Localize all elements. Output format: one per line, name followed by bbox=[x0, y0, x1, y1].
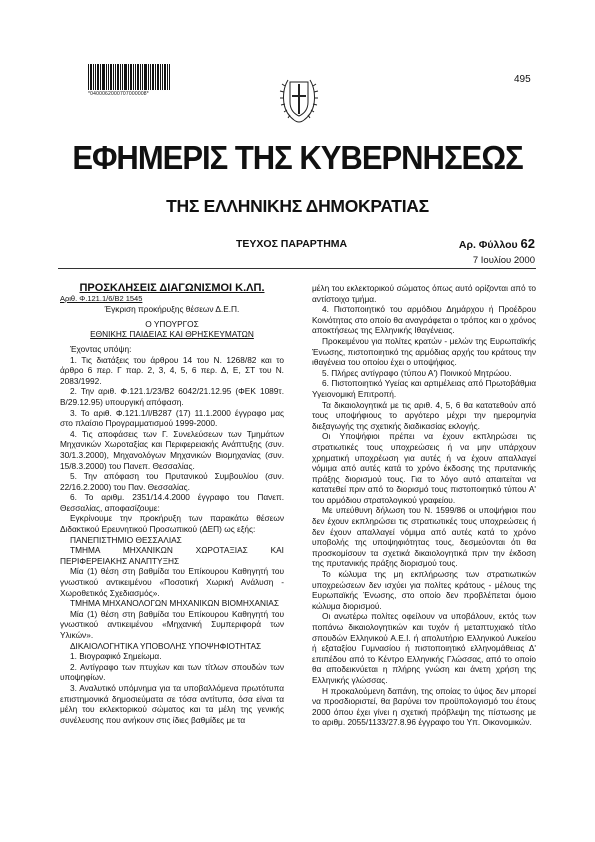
paragraph: Προκειμένου για πολίτες κρατών - μελών της Ευρωπαϊκής Ένωσης, πιστοποιητικό της αρμόδιας αρχής του κράτους την ιθαγένεια του οποίου έχει ο υποψήφιος. bbox=[312, 335, 536, 368]
issue-label: ΤΕΥΧΟΣ ΠΑΡΑΡΤΗΜΑ bbox=[236, 238, 348, 250]
paragraph: 2. Την αριθ. Φ.121.1/23/Β2 6042/21.12.95 (ΦΕΚ 1089τ. Β/29.12.95) υπουργική απόφαση. bbox=[60, 386, 284, 407]
paragraph: 4. Πιστοποιητικό του αρμόδιου Δημάρχου ή Προέδρου Κοινότητας στο οποίο θα αναγράφεται ο τρόπος και ο χρόνος αποκτήσεως της Ελληνικής Ιθαγένειας. bbox=[312, 304, 536, 336]
paragraph: μέλη του εκλεκτορικού σώματος όπως αυτό ορίζονται από το αντίστοιχο τμήμα. bbox=[312, 283, 536, 304]
paragraph: Τα δικαιολογητικά με τις αριθ. 4, 5, 6 θα κατατεθούν από τους υποψήφιους το αργότερο μέχρι την ημερομηνία διεξαγωγής της σχετικής διαδικασίας εκλογής. bbox=[312, 399, 536, 431]
having-line: Έχοντας υπόψη: bbox=[70, 343, 132, 354]
decision-description: Έγκριση προκήρυξης θέσεων Δ.Ε.Π. bbox=[104, 304, 240, 315]
document-item: 3. Αναλυτικό υπόμνημα για τα υποβαλλόμενα πρωτότυπα επιστημονικά δημοσιεύματα σε τόσα αντίτυπα, όσα είναι τα μέλη του εκλεκτορικού σώματος και τα μέλη της γενικής συνέλευσης που ανήκουν στις ίδιες βαθμίδες με τα bbox=[60, 682, 284, 725]
minister-line-2: ΕΘΝΙΚΗΣ ΠΑΙΔΕΙΑΣ ΚΑΙ ΘΡΗΣΚΕΥΜΑΤΩΝ bbox=[90, 329, 254, 340]
sheet-number-value: 62 bbox=[520, 236, 535, 251]
right-column bbox=[312, 283, 536, 728]
paragraph: 3. Το αριθ. Φ.121.1/Ι/Β287 (17) 11.1.2000 έγγραφο μας στο πλαίσιο Προγραμματισμού 1999-2000. bbox=[60, 407, 284, 429]
paragraph: Η προκαλούμενη δαπάνη, της οποίας το ύψος δεν μπορεί να προσδιοριστεί, θα βαρύνει τον προϋπολογισμό του έτους 2000 όπου έχει γίνει η σχετική πρόβλεψη της πίστωσης με το αριθμ. 2055/1133/27.8.96 έγγραφο του Υπ. Οικονομικών. bbox=[312, 685, 536, 728]
section-heading: ΠΡΟΣΚΛΗΣΕΙΣ ΔΙΑΓΩΝΙΣΜΟΙ Κ.ΛΠ. bbox=[79, 282, 265, 294]
document-item: 2. Αντίγραφο των πτυχίων και των τίτλων σπουδών των υποψηφίων. bbox=[60, 661, 284, 683]
paragraph: 4. Τις αποφάσεις των Γ. Συνελεύσεων των Τμημάτων Μηχανικών Χωροταξίας και Περιφερειακής Ανάπτυξης (συν. 30/1.3.2000), Μηχανολόγων Μηχανικών Βιομηχανίας (συν. 15/8.3.2000) του Πανεπ. Θεσσαλίας. bbox=[60, 428, 284, 471]
paragraph: 6. Το αριθμ. 2351/14.4.2000 έγγραφο του Πανεπ. Θεσσαλίας, αποφασίζουμε: bbox=[60, 492, 284, 513]
university-name: ΠΑΝΕΠΙΣΤΗΜΙΟ ΘΕΣΣΑΛΙΑΣ bbox=[70, 534, 182, 545]
issue-date: 7 Ιουλίου 2000 bbox=[472, 255, 535, 266]
header-divider bbox=[58, 268, 536, 269]
sheet-number bbox=[459, 236, 535, 251]
paragraph: Εγκρίνουμε την προκήρυξη των παρακάτω θέσεων Διδακτικού Ερευνητικού Προσωπικού (ΔΕΠ) ως εξής: bbox=[60, 513, 284, 535]
department-1: ΤΜΗΜΑ ΜΗΧΑΝΙΚΩΝ ΧΩΡΟΤΑΞΙΑΣ ΚΑΙ ΠΕΡΙΦΕΡΕΙΑΚΗΣ ΑΝΑΠΤΥΞΗΣ bbox=[60, 545, 284, 566]
paragraph: Το κώλυμα της μη εκπλήρωσης των στρατιωτικών υποχρεώσεων δεν ισχύει για πολίτες κράτους - μέλους της Ευρωπαϊκής Ένωσης, στο οποίο δεν προβλέπεται όμοιο κώλυμα διορισμού. bbox=[312, 569, 536, 611]
coat-of-arms-emblem bbox=[278, 68, 320, 126]
minister-line-1: Ο ΥΠΟΥΡΓΟΣ bbox=[145, 318, 199, 329]
position-1: Μία (1) θέση στη βαθμίδα του Επίκουρου Καθηγητή του γνωστικού αντικειμένου «Ποσοτική Χωρική Ανάλυση - Χωροθετικός Σχεδιασμός». bbox=[60, 566, 284, 598]
left-column bbox=[60, 283, 284, 725]
documents-heading: ΔΙΚΑΙΟΛΟΓΗΤΙΚΑ ΥΠΟΒΟΛΗΣ ΥΠΟΨΗΦΙΟΤΗΤΑΣ bbox=[70, 640, 262, 651]
paragraph: Οι ανωτέρω πολίτες οφείλουν να υποβάλουν, εκτός των ποπάνω δικαιολογητικών και τυχόν ή μεταπτυχιακό τίτλο σπουδών Ελληνικού Α.Ε.Ι. ή απολυτήριο Ελληνικού Λυκείου ή εξαταξίου Γυμνασίου ή πιστοποιητικό ελληνομάθειας Δ' επιπέδου από το Κέντρο Ελληνικής Γλώσσας, από το οποίο θα αποδεικνύεται η πλήρης γνώση και άνετη χρήση της Ελληνικής γλώσσας. bbox=[312, 611, 536, 685]
paragraph: 6. Πιστοποιητικό Υγείας και αρτιμέλειας από Πρωτοβάθμια Υγειονομική Επιτροπή. bbox=[312, 378, 536, 399]
paragraph: 1. Τις διατάξεις του άρθρου 14 του Ν. 1268/82 και το άρθρο 6 περ. Γ παρ. 2, 3, 4, 5, 6 περ. Δ, Ε, ΣΤ του Ν. 2083/1992. bbox=[60, 354, 284, 386]
document-item: 1. Βιογραφικό Σημείωμα. bbox=[70, 651, 162, 662]
department-2: ΤΜΗΜΑ ΜΗΧΑΝΟΛΟΓΩΝ ΜΗΧΑΝΙΚΩΝ ΒΙΟΜΗΧΑΝΙΑΣ bbox=[70, 598, 279, 609]
gazette-subtitle: ΤΗΣ ΕΛΛΗΝΙΚΗΣ ΔΗΜΟΚΡΑΤΙΑΣ bbox=[166, 196, 429, 216]
sheet-label: Αρ. Φύλλου bbox=[458, 239, 518, 251]
paragraph: Οι Υποψήφιοι πρέπει να έχουν εκπληρώσει τις στρατιωτικές τους υποχρεώσεις ή να μην υπάρχουν χρηματική υποχρέωση για αυτές ή να έχουν απαλλαγεί νόμιμα από αυτές κατά το χρόνο έκδοσης της πρυτανικής πράξης διορισμού τους. Για το λόγο αυτό απαιτείται να κατατεθεί πριν από το διορισμό τους πιστοποιητικό τύπου Α' του αρμόδιου στρατολογικού γραφείου. bbox=[312, 431, 536, 505]
paragraph: 5. Την απόφαση του Πρυτανικού Συμβουλίου (συν. 22/16.2.2000) του Παν. Θεσσαλίας. bbox=[60, 471, 284, 492]
gazette-title: ΕΦΗΜΕΡΙΣ ΤΗΣ ΚΥΒΕΡΝΗΣΕΩΣ bbox=[72, 138, 523, 177]
decision-ref: Αριθ. Φ.121.1/6/Β2 1545 bbox=[60, 293, 143, 303]
paragraph: Με υπεύθυνη δήλωση του Ν. 1599/86 οι υποψήφιοι που δεν έχουν εκπληρώσει τις στρατιωτικές τους υποχρεώσεις ή δεν έχουν απαλλαγεί νόμιμα από αυτές κατά το χρόνο υποβολής της υποψηφιότητας τους, δεσμεύονται ότι θα προσκομίσουν τα σχετικά δικαιολογητικά πριν την έκδοση της πρυτανικής πράξης διορισμού τους. bbox=[312, 505, 536, 569]
barcode-text: *0400062000707000008* bbox=[88, 91, 149, 97]
barcode bbox=[88, 64, 170, 90]
paragraph: 5. Πλήρες αντίγραφο (τύπου Α') Ποινικού Μητρώου. bbox=[322, 367, 512, 378]
position-2: Μία (1) θέση στη βαθμίδα του Επίκουρου Καθηγητή του γνωστικού αντικειμένου «Μηχανική Συμπεριφορά των Υλικών». bbox=[60, 608, 284, 640]
page-number: 495 bbox=[514, 74, 531, 85]
